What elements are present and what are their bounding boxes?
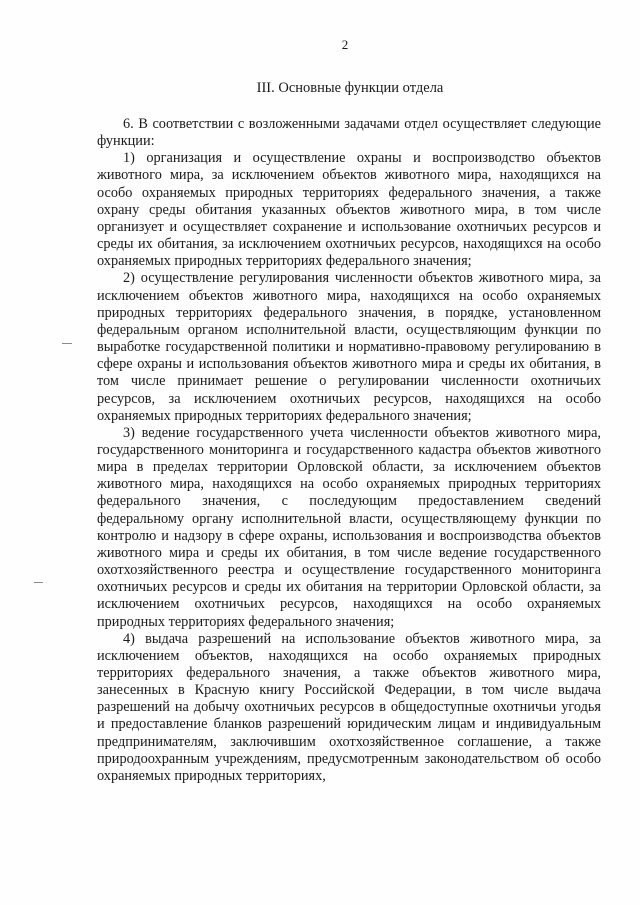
paragraph-item-1: 1) организация и осуществление охраны и воспроизводство объектов животного мира, за исключением объектов животного мира, находящихся на особо охраняемых природных территориях федерального значения, а также охрану среды обитания указанных объектов животного мира, в том числе организует и осуществляет сохранение и использование охотничьих ресурсов и среды их обитания, за исключением охотничьих ресурсов, находящихся на особо охраняемых природных территориях федерального значения;	[97, 150, 601, 270]
body-text	[97, 116, 601, 785]
margin-mark	[62, 343, 72, 344]
page-number: 2	[341, 37, 349, 52]
paragraph-intro: 6. В соответствии с возложенными задачами отдел осуществляет следующие функции:	[97, 116, 601, 150]
section-title: III. Основные функции отдела	[256, 80, 444, 96]
margin-mark	[34, 582, 43, 583]
paragraph-item-2: 2) осуществление регулирования численности объектов животного мира, за исключением объектов животного мира, находящихся на особо охраняемых природных территориях федерального значения, в порядке, установленном федеральным органом исполнительной власти, осуществляющим функции по выработке государственной политики и нормативно-правовому регулированию в сфере охраны и использования объектов животного мира и среды их обитания, в том числе принимает решение о регулировании численности охотничьих ресурсов, за исключением охотничьих ресурсов, находящихся на особо охраняемых природных территориях федерального значения;	[97, 270, 601, 424]
paragraph-item-4: 4) выдача разрешений на использование объектов животного мира, за исключением объектов, находящихся на особо охраняемых природных территориях федерального значения, а также объектов животного мира, занесенных в Красную книгу Российской Федерации, в том числе выдача разрешений на добычу охотничьих ресурсов в общедоступные охотничьи угодья и предоставление бланков разрешений юридическим лицам и индивидуальным предпринимателям, заключившим охотхозяйственное соглашение, а также природоохранным учреждениям, предусмотренным законодательством об особо охраняемых природных территориях,	[97, 630, 601, 784]
paragraph-item-3: 3) ведение государственного учета численности объектов животного мира, государственного мониторинга и государственного кадастра объектов животного мира в пределах территории Орловской области, за исключением объектов животного мира, находящихся на особо охраняемых природных территориях федерального значения, с последующим предоставлением сведений федеральному органу исполнительной власти, осуществляющему функции по контролю и надзору в сфере охраны, использования и воспроизводства объектов животного мира и среды их обитания, в том числе ведение государственного охотхозяйственного реестра и осуществление государственного мониторинга охотничьих ресурсов и среды их обитания на территории Орловской области, за исключением охотничьих ресурсов, находящихся на особо охраняемых природных территориях федерального значения;	[97, 424, 601, 630]
